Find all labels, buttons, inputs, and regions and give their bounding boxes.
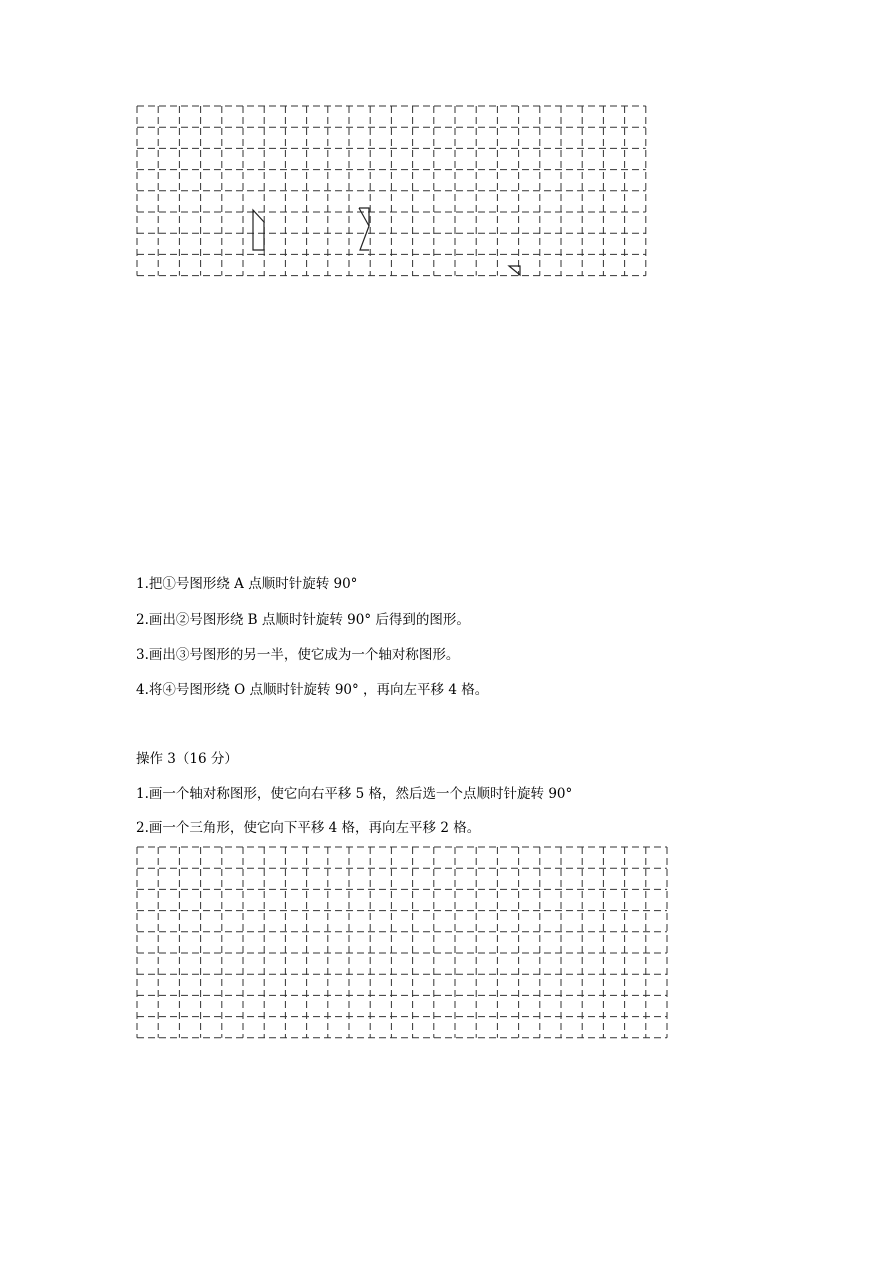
task-2: 2.画一个三角形，使它向下平移 4 格，再向左平移 2 格。: [136, 820, 481, 836]
instruction-4: 4.将④号图形绕 O 点顺时针旋转 90° ，再向左平移 4 格。: [136, 682, 489, 698]
section-heading: 操作 3（16 分）: [136, 751, 238, 767]
grid-lines: [137, 106, 646, 276]
grid-paper-top: [136, 104, 656, 366]
instruction-3: 3.画出③号图形的另一半，使它成为一个轴对称图形。: [136, 647, 460, 663]
figure-2-zigzag: [359, 208, 369, 250]
instruction-2: 2.画出②号图形绕 B 点顺时针旋转 90° 后得到的图形。: [136, 612, 470, 628]
grid-paper-bottom: [136, 845, 676, 1145]
instruction-1: 1.把①号图形绕 A 点顺时针旋转 90°: [136, 576, 358, 592]
grid-lines: [137, 847, 667, 1038]
task-1: 1.画一个轴对称图形，使它向右平移 5 格，然后选一个点顺时针旋转 90°: [136, 786, 573, 802]
figure-3-triangle: [509, 266, 520, 275]
figure-1-trapezoid: [253, 210, 264, 250]
